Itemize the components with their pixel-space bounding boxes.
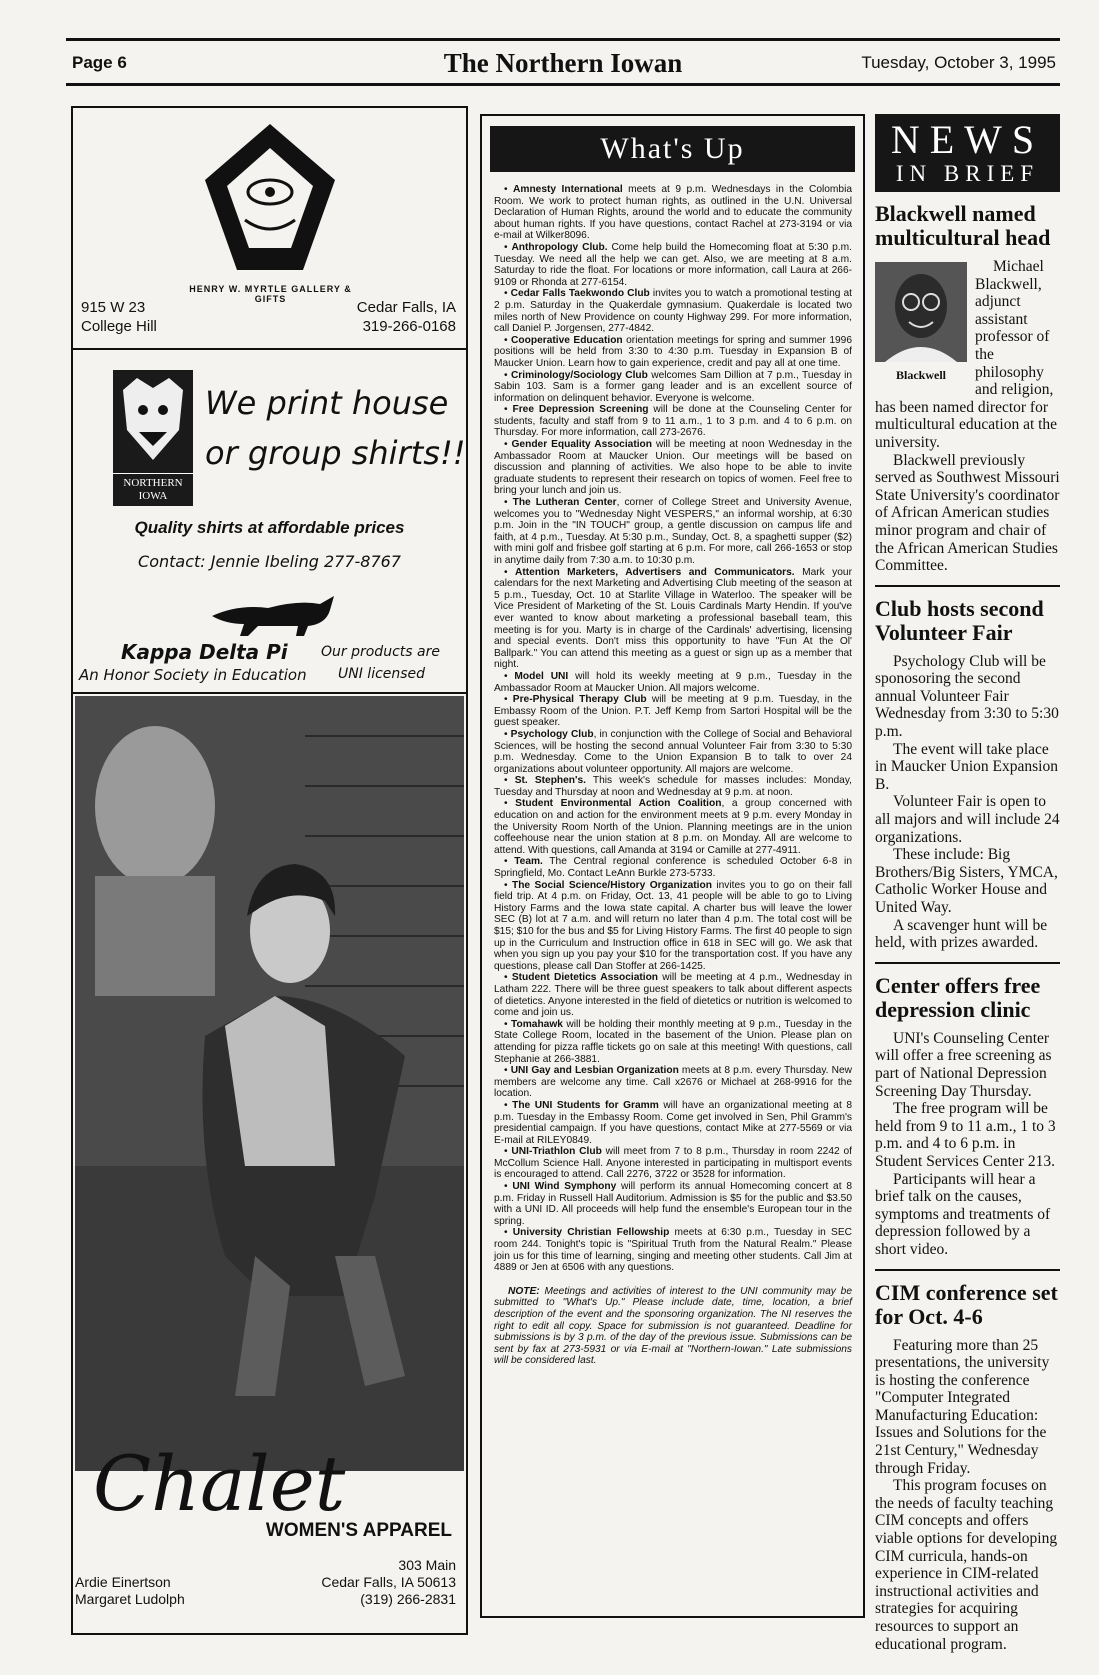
listing-org-name: Amnesty International <box>513 184 623 195</box>
listing-item: • Model UNI will hold its weekly meeting at 9 p.m., Tuesday in the Ambassador Room at Maucker Union. All majors welcome. <box>494 670 852 694</box>
listing-text: welcomes Sam Dillion at 7 p.m., Tuesday in Sabin 103. Sam is a former gang leader and is an excellent source of information on delinquent behavior. Everyone is welcome. <box>494 369 852 404</box>
blackwell-photo <box>875 262 967 384</box>
story-paragraph: This program focuses on the needs of faculty teaching CIM concepts and offers viable options for developing CIM curricula, hands-on experience in CIM-related instructional activities and strategies for acquiring resources to support an educational program. <box>875 1477 1058 1653</box>
listing-item: • UNI Gay and Lesbian Organization meets at 8 p.m. every Thursday. New members are welcome any time. Call x2676 or Michael at 268-9916 for the location. <box>494 1065 852 1100</box>
myrtle-address-line1: 915 W 23 <box>81 299 146 316</box>
news-story <box>875 202 1060 575</box>
whats-up-listings <box>494 184 852 1367</box>
story-body <box>875 1030 1060 1259</box>
kappa-headline-1: We print house <box>205 384 449 422</box>
listing-item: • Team. The Central regional conference is scheduled October 6-8 in Springfield, Mo. Contact LeAnn Burkle 273-5733. <box>494 856 852 880</box>
kappa-products-2: UNI licensed <box>338 666 426 682</box>
listing-org-name: Pre-Physical Therapy Club <box>512 694 647 706</box>
listing-text: meets at 9 p.m. Wednesdays in the Colombia Room. We work to protect human rights, as outlined in the U.N. Universal Declaration of Human Rights, around the world and to educate the community about human rights. If you have questions, contact Rachel at 273-3194 or via e-mail at Wilker8096. <box>494 184 852 242</box>
listing-text: will hold its weekly meeting at 9 p.m., Tuesday in the Ambassador Room at Maucker Union. All majors welcome. <box>494 670 852 694</box>
listing-text: orientation meetings for spring and summer 1996 positions will be held from 3:30 to 4:30 p.m. Tuesday in Expansion B of Maucker Union. Learn how to gain experience, credit and pay all at one time. <box>494 334 853 369</box>
listing-text: will be meeting at 9 p.m. Tuesday, in the Embassy Room of the Union. P.T. Jeff Kemp from Sartori Hospital will be the guest speaker. <box>494 694 852 729</box>
chalet-owner-1: Ardie Einertson <box>75 1574 171 1590</box>
story-paragraph: These include: Big Brothers/Big Sisters, YMCA, Catholic Worker House and United Way. <box>875 846 1058 916</box>
chalet-tagline: WOMEN'S APPAREL <box>265 1520 452 1541</box>
listing-org-name: Tomahawk <box>511 1018 563 1030</box>
listing-text: will meet from 7 to 8 p.m., Thursday in room 2242 of McCollum Science Hall. Anyone interested in participating in multisport events is encouraged to attend. Call 2276, 3722 or 3528 for information. <box>494 1146 853 1181</box>
note-text: Meetings and activities of interest to the UNI community may be submitted to "What's Up." Please include date, time, location, a brief description of the event and the sponsoring organization. The NI reserves the right to edit all copy. Space for submission is not guaranteed. Deadline for submissions is by 3 p.m. of the day of the previous issue. Submissions can be sent by fax at 273-5931 or via E-mail at "Northern-Iowan." Late submissions will be considered last. <box>494 1285 852 1367</box>
story-paragraph: The free program will be held from 9 to 11 a.m., 1 to 3 p.m. and 4 to 6 p.m. in Student Services Center 213. <box>875 1100 1056 1170</box>
story-paragraph: The event will take place in Maucker Union Expansion B. <box>875 740 1058 793</box>
story-headline: Center offers free depression clinic <box>875 972 1041 1022</box>
news-story <box>875 1269 1060 1654</box>
chalet-owner-2: Margaret Ludolph <box>75 1591 185 1607</box>
myrtle-logo-icon <box>185 120 355 280</box>
listing-org-name: Criminology/Sociology Club <box>510 369 648 381</box>
listing-item: • Free Depression Screening will be done at the Counseling Center for students, faculty and staff from 9 to 11 a.m., 1 to 3 p.m. and 4 to 6 p.m. on Thursday. For more information, call 273-2676. <box>494 404 852 439</box>
listing-text: will have an organizational meeting at 8 p.m. Tuesday in the Embassy Room. Come get involved in Sen, Phil Gramm's presidential campaign. If you have questions, contact Mike at 277-5569 or via E-mail at RILEY0849. <box>494 1099 852 1146</box>
kappa-products-1: Our products are <box>321 644 440 660</box>
listing-org-name: Cooperative Education <box>511 334 623 346</box>
listing-org-name: The Social Science/History Organization <box>511 879 712 891</box>
listing-org-name: Free Depression Screening <box>512 404 649 416</box>
listing-text: Come help build the Homecoming float at 5:30 p.m. Tuesday. We need all the help we can get. Also, we are meeting at 8 a.m. Saturday to ride the float. For locations or more information, call Laura at 266-9109 or Rhonda at 277-6154. <box>494 241 852 288</box>
listing-item: • Amnesty International meets at 9 p.m. Wednesdays in the Colombia Room. We work to protect human rights, as outlined in the U.N. Universal Declaration of Human Rights, around the world and to educate the community about human rights. If you have questions, contact Rachel at 273-3194 or via e-mail at Wilker8096. <box>494 184 852 242</box>
listing-text: The Central regional conference is scheduled October 6-8 in Springfield, Mo. Contact LeAnn Burkle 273-5733. <box>494 856 852 880</box>
listing-item: • UNI-Triathlon Club will meet from 7 to 8 p.m., Thursday in room 2242 of McCollum Science Hall. Anyone interested in participating in multisport events is encouraged to attend. Call 2276, 3722 or 3528 for information. <box>494 1146 853 1181</box>
listing-org-name: Cedar Falls Taekwondo Club <box>510 288 650 300</box>
listing-text: invites you to watch a promotional testing at 2 p.m. Saturday in the Quakerdale gymnasium. Quakerdale is located two miles north of New Providence on county Highway 299. For more information, call Daniel P. Jorgensen, 277-4842. <box>494 288 852 335</box>
listing-item: • University Christian Fellowship meets at 6:30 p.m., Tuesday in SEC room 244. Tonight's topic is "Spiritual Truth from the Natural Realm." Please join us for this time of learning, singing and meeting other students. Call Jim at 4889 or Jen at 6506 with any questions. <box>494 1227 852 1274</box>
myrtle-gallery-ad <box>73 108 466 350</box>
story-paragraph: Featuring more than 25 presentations, the university is hosting the conference "Computer Integrated Manufacturing Education: Issues and Solutions for the 21st Century," Wednesday through Friday. <box>875 1336 1050 1477</box>
listing-item: • St. Stephen's. This week's schedule for masses includes: Monday, Tuesday and Thursday at noon and Wednesday at 9 p.m. at noon. <box>494 775 852 798</box>
chalet-apparel-ad <box>73 694 466 1633</box>
listing-org-name: Student Environmental Action Coalition <box>515 798 722 810</box>
story-body <box>875 1337 1060 1654</box>
listing-item: • Criminology/Sociology Club welcomes Sam Dillion at 7 p.m., Tuesday in Sabin 103. Sam is a former gang leader and is an excellent source of information on delinquent behavior. Everyone is welcome. <box>494 369 852 404</box>
submission-note <box>494 1286 852 1367</box>
listing-text: will be holding their monthly meeting at 9 p.m., Tuesday in the State College Room, located in the basement of the Union. Please plan on attending for pizza raffle tickets go on sale at this meeting! With questions, call Stephanie at 266-3881. <box>494 1018 852 1065</box>
masthead <box>66 38 1060 86</box>
listing-org-name: Psychology Club <box>510 728 594 740</box>
listing-text: will be done at the Counseling Center for students, faculty and staff from 9 to 11 a.m., 1 to 3 p.m. and 4 to 6 p.m. on Thursday. For more information, call 273-2676. <box>494 404 852 439</box>
story-body <box>875 258 1060 575</box>
listing-item: • Student Environmental Action Coalition, a group concerned with education on and action for the environment meets at 9 p.m. every Monday in the University Room North of the Union. Planning meetings are in the union coffeehouse near the union station at 8 p.m. on Monday. All are welcome to attend. With questions, call Amanda at 3194 or Camille at 277-4911. <box>494 798 852 856</box>
issue-date: Tuesday, October 3, 1995 <box>861 53 1056 72</box>
panther-head-icon <box>113 370 193 468</box>
northern-iowa-emblem <box>113 370 193 506</box>
story-paragraph: Volunteer Fair is open to all majors and will include 24 organizations. <box>875 793 1060 846</box>
news-stories <box>875 202 1060 1653</box>
listing-text: , corner of College Street and University Avenue, welcomes you to "Wednesday Night VESPERS," an informal worship, at 6:30 p.m. Join in the "IN TOUCH" group, a gentle discussion on campus life and faith, at 4 p.m., Tuesday. At 5:30 p.m., Sunday, Oct. 8, a spaghetti supper ($2) with mini golf and frisbee golf starting at 6 p.m. For more, call 266-1653 or stop in anytime daily from 7:30 a.m. to 10:30 p.m. <box>494 497 852 566</box>
listing-text: Mark your calendars for the next Marketing and Advertising Club meeting of the season at 5 p.m., Tuesday, Oct. 10 at Starlite Village in Waterloo. The speaker will be Vice President of Marketing of the St. Louis Cardinals Marty Hendin. If you've ever wanted to know about marketing a professional baseball team, this meeting is for you. Marty is in charge of the Cardinals' advertising, licensing and special events. Don't miss this opportunity to have "Fun At the Ol' Ballpark." You can attend this meeting as a guest or sign up as a member that night. <box>494 566 852 671</box>
news-in-brief-column <box>875 114 1060 1653</box>
listing-org-name: UNI Gay and Lesbian Organization <box>510 1065 679 1077</box>
listing-org-name: The UNI Students for Gramm <box>512 1099 659 1111</box>
listing-item: • Psychology Club, in conjunction with the College of Social and Behavioral Sciences, will be hosting the second annual Volunteer Fair from 3:30 to 5:30 p.m. Wednesday. Come to the Union Expansion B to talk to over 24 organizations about volunteer opportunity. All majors are welcome. <box>494 728 852 775</box>
listing-item: • Tomahawk will be holding their monthly meeting at 9 p.m., Tuesday in the State College Room, located in the basement of the Union. Please plan on attending for pizza raffle tickets go on sale at this meeting! With questions, call Stephanie at 266-3881. <box>494 1018 852 1065</box>
chalet-phone: (319) 266-2831 <box>360 1591 456 1607</box>
kappa-contact: Contact: Jennie Ibeling 277-8767 <box>138 552 401 571</box>
listing-item: • Cooperative Education orientation meetings for spring and summer 1996 positions will be held from 3:30 to 4:30 p.m. Tuesday in Expansion B of Maucker Union. Learn how to gain experience, credit and pay all at one time. <box>494 334 853 369</box>
story-paragraph: Michael Blackwell, adjunct assistant professor of the philosophy and religion, has been named director for multicultural education at the university. <box>875 258 1058 451</box>
chalet-street: 303 Main <box>398 1557 456 1573</box>
kappa-headline-2: or group shirts!! <box>205 434 466 472</box>
story-divider <box>875 962 1060 964</box>
listing-item: • Student Dietetics Association will be meeting at 4 p.m., Wednesday in Latham 222. There will be three guest speakers to talk about different aspects of dietetics. Anyone interested in the field of dietetics or nutrition is welcomed to come and join us. <box>494 972 852 1019</box>
kappa-org-name: Kappa Delta Pi <box>121 640 288 664</box>
chalet-logo: Chalet <box>93 1439 346 1528</box>
listing-item: • The Lutheran Center, corner of College Street and University Avenue, welcomes you to "Wednesday Night VESPERS," an informal worship, at 6:30 p.m. Join in the "IN TOUCH" group, a gentle discussion on campus life and faith, at 4 p.m., Tuesday. At 5:30 p.m., Sunday, Oct. 8, a spaghetti supper ($2) with mini golf and frisbee golf starting at 6 p.m. For more, call 266-1653 or stop in anytime daily from 7:30 a.m. to 10:30 p.m. <box>494 497 852 566</box>
kappa-delta-pi-ad <box>73 350 466 694</box>
listing-text: , a group concerned with education on and action for the environment meets at 9 p.m. every Monday in the University Room North of the Union. Planning meetings are in the union coffeehouse near the union station at 8 p.m. on Monday. All are welcome to attend. With questions, call Amanda at 3194 or Camille at 277-4911. <box>494 798 852 856</box>
note-label: NOTE: <box>508 1285 540 1297</box>
story-headline: Club hosts second Volunteer Fair <box>875 595 1044 645</box>
portrait-photo-icon <box>875 262 967 362</box>
story-headline: Blackwell named multicultural head <box>875 201 1051 250</box>
listing-item: • Pre-Physical Therapy Club will be meeting at 9 p.m. Tuesday, in the Embassy Room of the Union. P.T. Jeff Kemp from Sartori Hospital will be the guest speaker. <box>494 694 852 729</box>
listing-text: will be meeting at noon Wednesday in the Ambassador Room at Maucker Union. Our meetings will be based on discussion and planning of activities. We also hope to be able to invite graduate students to represent their research on topics of women. Feel free to bring your lunch and join us. <box>494 439 852 497</box>
story-divider <box>875 1269 1060 1271</box>
myrtle-phone: 319-266-0168 <box>362 318 456 335</box>
listing-text: This week's schedule for masses includes: Monday, Tuesday and Thursday at noon and Wednesday at 9 p.m. at noon. <box>494 775 852 798</box>
listing-org-name: Anthropology Club. <box>511 241 608 253</box>
listing-org-name: UNI-Triathlon Club <box>511 1146 602 1158</box>
news-story <box>875 962 1060 1259</box>
newspaper-title: The Northern Iowan <box>443 48 683 78</box>
listing-org-name: The Lutheran Center <box>512 497 617 509</box>
fashion-photo <box>75 696 464 1471</box>
myrtle-logo-text: HENRY W. MYRTLE GALLERY & GIFTS <box>189 284 352 304</box>
page-number: Page 6 <box>72 53 127 72</box>
listing-item: • Cedar Falls Taekwondo Club invites you to watch a promotional testing at 2 p.m. Saturday in the Quakerdale gymnasium. Quakerdale is located two miles north of New Providence on county Highway 299. For more information, call Daniel P. Jorgensen, 277-4842. <box>494 288 852 335</box>
listing-org-name: Model UNI <box>514 670 569 682</box>
kappa-slogan: Quality shirts at affordable prices <box>134 518 405 537</box>
advertisement-column <box>71 106 468 1635</box>
story-body <box>875 653 1060 952</box>
news-banner-title: NEWS <box>890 117 1045 162</box>
listing-org-name: Gender Equality Association <box>511 439 653 451</box>
emblem-text: NORTHERN IOWA <box>113 473 193 503</box>
story-paragraph: A scavenger hunt will be held, with prizes awarded. <box>875 916 1048 952</box>
listing-org-name: Attention Marketers, Advertisers and Communicators. <box>515 566 795 578</box>
listing-org-name: UNI Wind Symphony <box>512 1181 617 1193</box>
news-story <box>875 585 1060 952</box>
listing-item: • UNI Wind Symphony will perform its annual Homecoming concert at 8 p.m. Friday in Russell Hall Auditorium. Admission is $5 for the public and $3.50 with a UNI ID. All proceeds will help fund the ensemble's European tour in the spring. <box>494 1181 852 1227</box>
listing-item: • Anthropology Club. Come help build the Homecoming float at 5:30 p.m. Tuesday. We need all the help we can get. Also, we are meeting at 8 a.m. Saturday to ride the float. For locations or more information, call Laura at 266-9109 or Rhonda at 277-6154. <box>494 241 852 288</box>
listing-text: invites you to go on their fall field trip. At 4 p.m. on Friday, Oct. 13, 41 people will be able to go to Living History Farms and the Iowa state capital. A charter bus will leave the lower SEC (B) lot at 7 a.m. and will return no later than 4 p.m. The total cost will be $15; $10 for the bus and $5 for Living History Farms. The first 40 people to sign up in the Curriculum and Instruction office in 618 in SEC will go. We ask that when you sign up you pay your $10 for the transportation cost. If you have any questions, please call Dan Stoffer at 266-1425. <box>494 879 852 972</box>
myrtle-address-line2: College Hill <box>81 318 157 335</box>
story-paragraph: UNI's Counseling Center will offer a free screening as part of National Depression Screening Day Thursday. <box>875 1029 1052 1100</box>
listing-text: will be meeting at 4 p.m., Wednesday in Latham 222. There will be three guest speakers to talk about different aspects of dietetics. Anyone interested in the field of dietetics or nutrition is welcomed to come and join us. <box>494 972 852 1019</box>
story-paragraph: Blackwell previously served as Southwest Missouri State University's coordinator of African American studies minor program and chair of the African American Studies Committee. <box>875 451 1060 575</box>
whats-up-heading: What's Up <box>490 126 855 172</box>
listing-item: • The Social Science/History Organization invites you to go on their fall field trip. At 4 p.m. on Friday, Oct. 13, 41 people will be able to go to Living History Farms and the Iowa state capital. A charter bus will leave the lower SEC (B) lot at 7 a.m. and will return no later than 4 p.m. The total cost will be $15; $10 for the bus and $5 for Living History Farms. The first 40 people to sign up in the Curriculum and Instruction office in 618 in SEC will go. We ask that when you sign up you pay your $10 for the transportation cost. If you have any questions, please call Dan Stoffer at 266-1425. <box>494 879 852 972</box>
kappa-tagline: An Honor Society in Education <box>79 666 307 684</box>
listing-text: meets at 6:30 p.m., Tuesday in SEC room 244. Tonight's topic is "Spiritual Truth from the Natural Realm." Please join us for this time of learning, singing and meeting other students. Call Jim at 4889 or Jen at 6506 with any questions. <box>494 1227 852 1274</box>
story-paragraph: Participants will hear a brief talk on the causes, symptoms and treatments of depression followed by a short video. <box>875 1170 1051 1258</box>
listing-org-name: Team. <box>514 856 543 868</box>
listing-item: • Attention Marketers, Advertisers and Communicators. Mark your calendars for the next Marketing and Advertising Club meeting of the season at 5 p.m., Tuesday, Oct. 10 at Starlite Village in Waterloo. The speaker will be Vice President of Marketing of the St. Louis Cardinals Marty Hendin. If you've ever wanted to know about marketing a professional baseball team, this meeting is for you. Marty is in charge of the Cardinals' advertising, licensing and special events. Don't miss this opportunity to have "Fun At the Ol' Ballpark." You can attend this meeting as a guest or sign up as a member that night. <box>494 566 852 671</box>
whats-up-column <box>480 114 865 1618</box>
listing-org-name: Student Dietetics Association <box>511 972 659 984</box>
chalet-city: Cedar Falls, IA 50613 <box>321 1574 456 1590</box>
story-paragraph: Psychology Club will be sponosoring the second annual Volunteer Fair Wednesday from 3:30 to 5:30 p.m. <box>875 652 1059 741</box>
listing-text: will perform its annual Homecoming concert at 8 p.m. Friday in Russell Hall Auditorium. Admission is $5 for the public and $3.50 with a UNI ID. All proceeds will help fund the ensemble's European tour in the spring. <box>494 1181 852 1227</box>
news-in-brief-banner <box>875 114 1060 192</box>
photo-caption: Blackwell <box>896 367 946 382</box>
myrtle-city: Cedar Falls, IA <box>356 299 456 316</box>
panther-silhouette-icon <box>208 586 338 638</box>
news-banner-subtitle: IN BRIEF <box>895 161 1040 186</box>
listing-text: meets at 8 p.m. every Thursday. New members are welcome any time. Call x2676 or Michael at 268-9916 for the location. <box>494 1065 852 1100</box>
listing-item: • The UNI Students for Gramm will have an organizational meeting at 8 p.m. Tuesday in the Embassy Room. Come get involved in Sen, Phil Gramm's presidential campaign. If you have questions, contact Mike at 277-5569 or via E-mail at RILEY0849. <box>494 1099 852 1146</box>
listing-org-name: St. Stephen's. <box>514 775 586 787</box>
listing-org-name: University Christian Fellowship <box>512 1227 670 1239</box>
listing-text: , in conjunction with the College of Social and Behavioral Sciences, will be hosting the second annual Volunteer Fair from 3:30 to 5:30 p.m. Wednesday. Come to the Union Expansion B to talk to over 24 organizations about volunteer opportunity. All majors are welcome. <box>494 728 852 775</box>
story-headline: CIM conference set for Oct. 4-6 <box>875 1279 1058 1329</box>
listing-item: • Gender Equality Association will be meeting at noon Wednesday in the Ambassador Room at Maucker Union. Our meetings will be based on discussion and planning of activities. We also hope to be able to invite graduate students to represent their research on topics of women. Feel free to bring your lunch and join us. <box>494 439 852 497</box>
story-divider <box>875 585 1060 587</box>
